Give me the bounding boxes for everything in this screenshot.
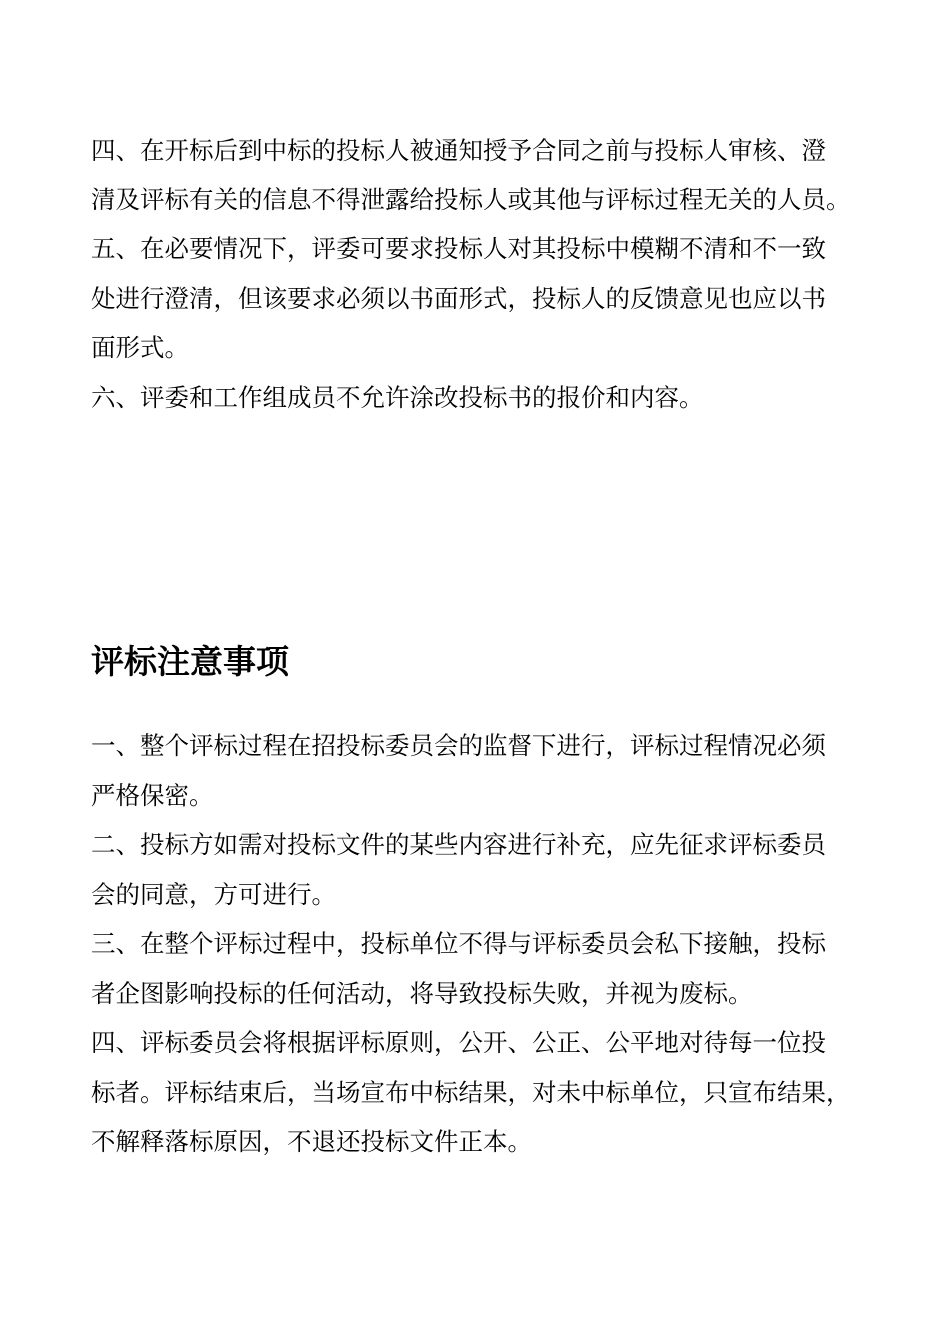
section2-line: 不解释落标原因，不退还投标文件正本。 xyxy=(91,1127,532,1156)
section2-line: 者企图影响投标的任何活动，将导致投标失败，并视为废标。 xyxy=(91,979,753,1008)
section2-line: 会的同意，方可进行。 xyxy=(91,880,336,909)
section1-line: 清及评标有关的信息不得泄露给投标人或其他与评标过程无关的人员。 xyxy=(91,185,851,214)
section2-line: 二、投标方如需对投标文件的某些内容进行补充，应先征求评标委员 xyxy=(91,830,826,859)
section2-line: 标者。评标结束后，当场宣布中标结果，对未中标单位，只宣布结果， xyxy=(91,1078,851,1107)
section2-line: 严格保密。 xyxy=(91,781,214,810)
section1-line: 面形式。 xyxy=(91,333,189,362)
section2-line: 三、在整个评标过程中，投标单位不得与评标委员会私下接触，投标 xyxy=(91,929,826,958)
section1-line: 六、评委和工作组成员不允许涂改投标书的报价和内容。 xyxy=(91,383,704,412)
section1-line: 四、在开标后到中标的投标人被通知授予合同之前与投标人审核、澄 xyxy=(91,136,826,165)
section2-line: 一、整个评标过程在招投标委员会的监督下进行，评标过程情况必须 xyxy=(91,731,826,760)
section2-line: 四、评标委员会将根据评标原则，公开、公正、公平地对待每一位投 xyxy=(91,1028,826,1057)
section-heading: 评标注意事项 xyxy=(91,642,289,681)
section1-line: 处进行澄清，但该要求必须以书面形式，投标人的反馈意见也应以书 xyxy=(91,284,826,313)
section1-line: 五、在必要情况下，评委可要求投标人对其投标中模糊不清和不一致 xyxy=(91,234,826,263)
